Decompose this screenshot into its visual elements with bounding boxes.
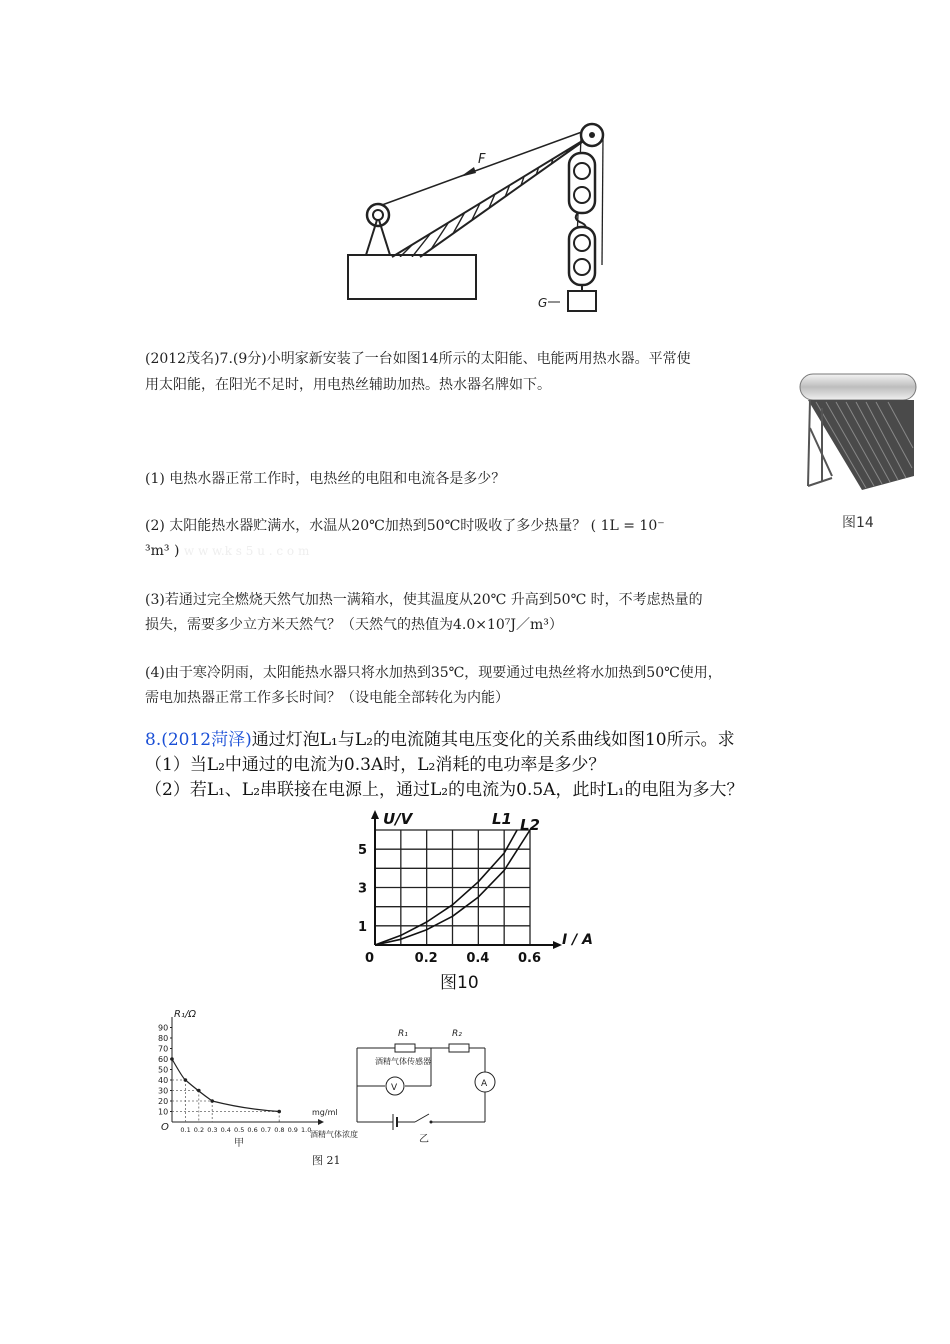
series-label-l2: L2 (520, 816, 540, 834)
graph-x-tick: 0.6 (247, 1126, 258, 1134)
voltmeter-label: V (391, 1083, 398, 1093)
graph-y-tick: 80 (158, 1034, 169, 1043)
graph-x-tick: 0.2 (193, 1126, 205, 1134)
circuit-diagram (345, 1018, 505, 1146)
y-tick-label: 1 (358, 919, 368, 935)
y-axis-label: U/V (383, 810, 413, 828)
x-axis-label: I / A (562, 932, 593, 948)
problem8-intro (145, 728, 845, 753)
x-tick-label: 0.4 (466, 951, 490, 966)
ui-chart (340, 808, 605, 968)
problem8-intro-text: 通过灯泡L₁与L₂的电流随其电压变化的关系曲线如图10所示。求 (251, 730, 735, 750)
x-axis-arrow (553, 941, 562, 949)
problem7-question1: (1) 电热水器正常工作时，电热丝的电阻和电流各是多少？ (145, 471, 506, 487)
crane-pulley-figure (340, 115, 630, 315)
figure21-caption: 图 21 (312, 1154, 341, 1167)
ammeter-label: A (481, 1079, 488, 1089)
switch (415, 1114, 429, 1122)
graph-x-label: 酒精气体浓度 (310, 1130, 358, 1139)
graph-point (184, 1078, 188, 1082)
resistance-concentration-graph (140, 1003, 370, 1151)
graph-sublabel: 甲 (234, 1138, 244, 1149)
graph-plot (170, 1057, 281, 1122)
winch-drum (367, 204, 389, 226)
graph-y-tick: 90 (158, 1023, 169, 1033)
rope-f (382, 129, 590, 205)
y-tick-label: 3 (358, 881, 368, 897)
x-tick-label: 0.6 (518, 951, 542, 966)
graph-x-tick: 0.5 (234, 1126, 245, 1134)
graph-x-tick: 0.4 (220, 1126, 231, 1134)
graph-point (277, 1110, 281, 1114)
graph-x-tick: 0.9 (287, 1126, 298, 1134)
graph-ticks (158, 1017, 324, 1134)
r1-label: R₁ (398, 1029, 408, 1039)
resistor-r2 (449, 1044, 469, 1052)
graph-x-tick: 0.8 (274, 1126, 285, 1134)
graph-y-label: R₁/Ω (174, 1009, 196, 1020)
graph-point (210, 1099, 214, 1103)
problem7-question3-line1: (3)若通过完全燃烧天然气加热一满箱水，使其温度从20℃ 升高到50℃ 时，不考虑热量的 (145, 592, 703, 608)
graph-y-tick: 60 (158, 1055, 169, 1064)
graph-x-tick: 0.1 (180, 1126, 191, 1134)
circuit-sublabel: 乙 (419, 1134, 429, 1145)
heater-tubes (808, 400, 914, 490)
r2-label: R₂ (452, 1029, 462, 1039)
graph-y-tick: 70 (158, 1044, 169, 1054)
figure10-caption: 图10 (440, 973, 479, 993)
weight-block (568, 291, 596, 311)
problem7-question2-line1: (2) 太阳能热水器贮满水，水温从20℃加热到50℃时吸收了多少热量？ ( 1L = 10⁻ (145, 518, 665, 534)
problem7-question3-line2: 损失，需要多少立方米天然气？（天然气的热值为4.0×10⁷J／m³） (145, 617, 563, 633)
problem8-question2: （2）若L₁、L₂串联接在电源上，通过L₂的电流为0.5A，此时L₁的电阻为多大？ (145, 780, 744, 800)
graph-x-tick: 0.7 (260, 1126, 272, 1134)
graph-y-tick: 40 (158, 1076, 169, 1085)
series-label-l1: L1 (492, 810, 512, 828)
heater-tank (800, 374, 916, 400)
graph-y-tick: 10 (158, 1107, 169, 1117)
watermark-text: w w w.k s 5 u . c o m (183, 544, 310, 558)
graph-x-unit: mg/ml (312, 1108, 338, 1117)
graph-origin: O (161, 1122, 169, 1133)
resistor-r1 (395, 1044, 415, 1052)
solar-heater-figure (792, 368, 922, 498)
graph-y-tick: 30 (158, 1086, 169, 1096)
problem7-question2-line2 (145, 538, 309, 564)
problem8-question1: （1）当L₂中通过的电流为0.3A时，L₂消耗的电功率是多少？ (145, 755, 606, 775)
graph-y-tick: 50 (158, 1065, 169, 1075)
x-tick-label: 0 (365, 951, 375, 966)
sensor-label: 酒精气体传感器 (375, 1057, 431, 1066)
problem7-source: (2012茂名)7. (145, 351, 233, 367)
graph-x-arrow (318, 1119, 324, 1125)
problem7-question2-unit: ³m³ ) (145, 543, 180, 559)
graph-point (170, 1057, 174, 1061)
graph-curve (172, 1059, 279, 1112)
figure14-caption: 图14 (842, 515, 874, 531)
problem7-intro-line1 (145, 346, 815, 372)
force-label: F (478, 152, 486, 167)
problem7-question4-line2: 需电加热器正常工作多长时间？（设电能全部转化为内能） (145, 690, 509, 706)
graph-y-tick: 20 (158, 1097, 169, 1106)
graph-x-tick: 0.3 (207, 1126, 218, 1134)
graph-x-tick: 1.0 (301, 1126, 312, 1134)
problem7-question4-line1: (4)由于寒冷阴雨，太阳能热水器只将水加热到35℃，现要通过电热丝将水加热到50℃使用， (145, 665, 722, 681)
y-axis-arrow (371, 810, 379, 819)
problem7-intro-text: 小明家新安装了一台如图14所示的太阳能、电能两用热水器。平常使 (266, 351, 691, 367)
weight-label: G (538, 296, 548, 310)
problem8-source: 8.(2012菏泽) (145, 730, 252, 750)
force-arrow (460, 167, 476, 177)
problem7-score: (9分) (232, 351, 267, 367)
problem7-intro-line2: 用太阳能，在阳光不足时，用电热丝辅助加热。热水器名牌如下。 (145, 377, 551, 393)
y-tick-label: 5 (358, 843, 368, 859)
x-tick-label: 0.2 (414, 951, 438, 966)
crane-base (348, 255, 476, 299)
graph-point (197, 1089, 201, 1093)
